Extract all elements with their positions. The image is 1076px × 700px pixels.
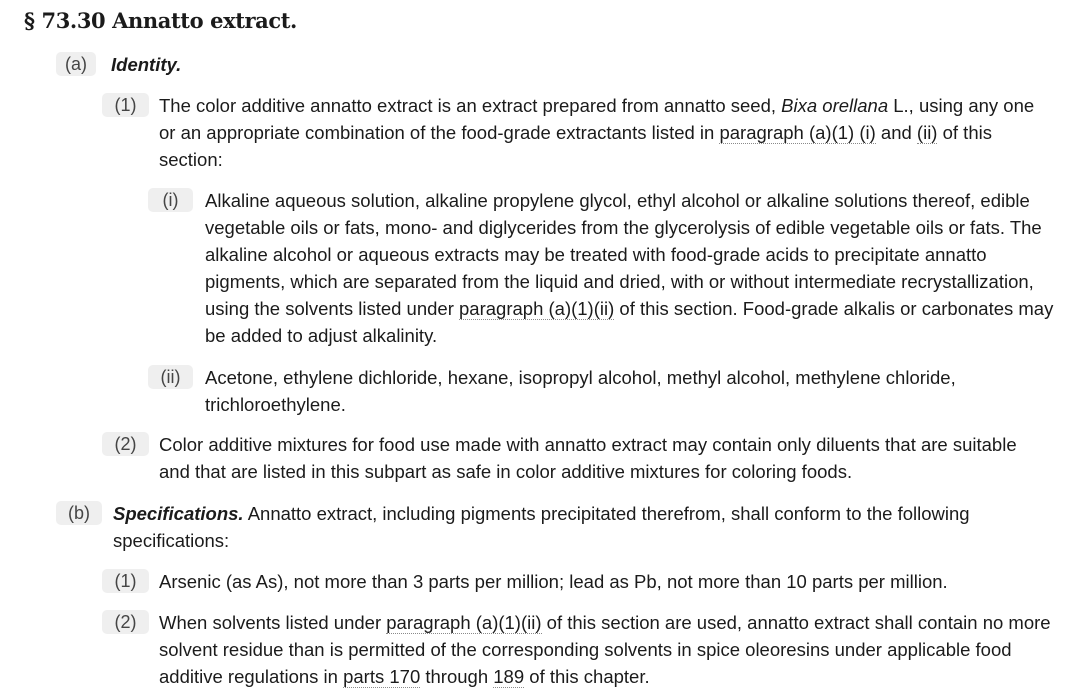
paragraph-body: Arsenic (as As), not more than 3 parts per million; lead as Pb, not more than 10 parts per million. [159,571,948,592]
cross-reference-link[interactable]: 189 [493,666,525,687]
paragraph-body: Color additive mixtures for food use made with annatto extract may contain only diluents that are suitable and that are listed in this subpart as safe in color additive mixtures for coloring foods. [159,434,1017,482]
paragraph-marker: (a) [56,52,96,76]
paragraph-body: When solvents listed under paragraph (a)(1)(ii) of this section are used, annatto extract shall contain no more solvent residue than is permitted of the corresponding solvents in spice oleoresins under applicable food additive regulations in parts 170 through 189 of this chapter. [159,612,1051,687]
paragraph-body [111,51,1051,78]
paragraph-body: Specifications. Annatto extract, including pigments precipitated therefrom, shall conform to the following specifications: [113,503,970,551]
cross-reference-link[interactable]: parts 170 [343,666,421,687]
paragraph-marker: (2) [102,432,149,456]
cross-reference-link[interactable]: paragraph (a)(1)(ii) [386,612,542,633]
paragraph-body: Alkaline aqueous solution, alkaline propylene glycol, ethyl alcohol or alkaline solutions thereof, edible vegetable oils or fats, mono- and diglycerides from the glycerolysis of edible vegetable oils or fats. The alkaline alcohol or aqueous extracts may be treated with food-grade acids to precipitate annatto pigments, which are separated from the liquid and dried, with or without intermediate recrystallization, using the solvents listed under paragraph (a)(1)(ii) of this section. Food-grade alkalis or carbonates may be added to adjust alkalinity. [205,190,1054,346]
cross-reference-link[interactable]: (ii) [916,122,938,143]
paragraph-marker: (i) [148,188,193,212]
paragraph-body: The color additive annatto extract is an extract prepared from annatto seed, Bixa orellana L., using any one or an appropriate combination of the food-grade extractants listed in paragraph (a)(1) (i) and (ii) of this section: [159,95,1035,170]
paragraph-marker: (b) [56,501,102,525]
cross-reference-link[interactable]: paragraph (a)(1)(ii) [459,298,615,319]
paragraph-marker: (1) [102,93,149,117]
paragraph-heading: Identity. [111,54,182,75]
cross-reference-link[interactable]: paragraph (a)(1) (i) [719,122,876,143]
paragraph-marker: (ii) [148,365,193,389]
species-name: Bixa orellana [781,95,889,116]
paragraph-body: Acetone, ethylene dichloride, hexane, isopropyl alcohol, methyl alcohol, methylene chloride, trichloroethylene. [205,367,956,415]
paragraph-heading: Specifications. [113,503,244,524]
section-title: § 73.30 Annatto extract. [24,8,297,33]
paragraph-marker: (2) [102,610,149,634]
paragraph-marker: (1) [102,569,149,593]
